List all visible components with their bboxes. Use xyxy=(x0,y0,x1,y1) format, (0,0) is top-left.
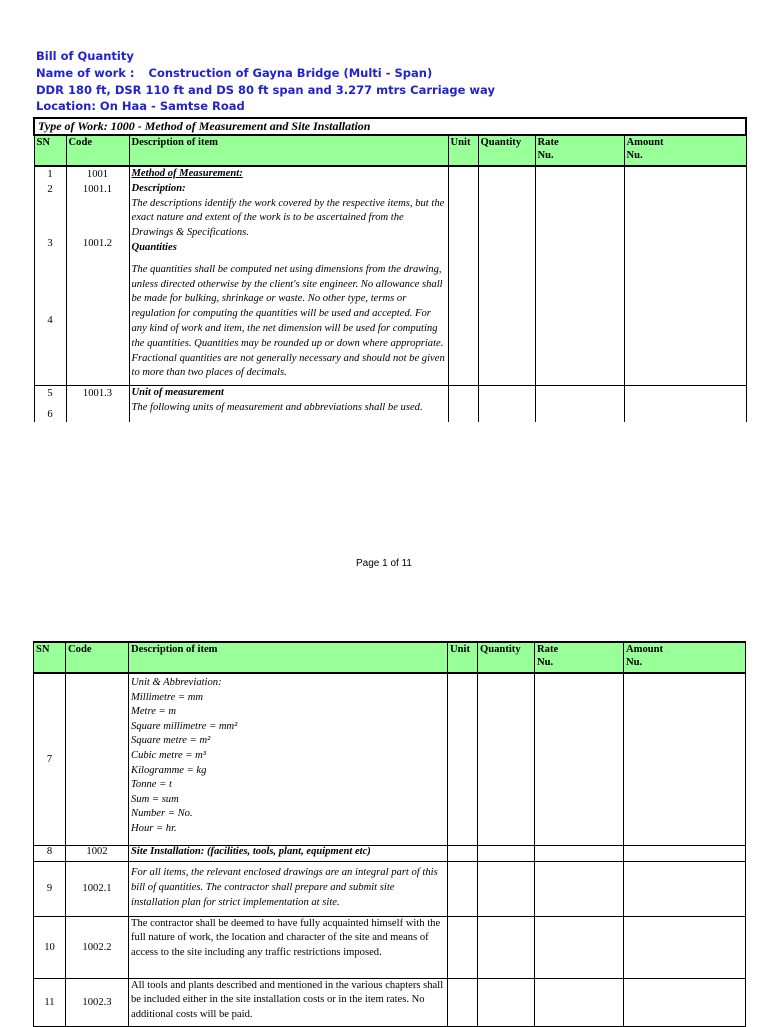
sn-5: 5 xyxy=(47,388,53,400)
amount-cell xyxy=(624,386,746,423)
code-1001-2: 1001.2 xyxy=(82,238,113,249)
desc-unit-of-measurement: Unit of measurement xyxy=(131,387,224,399)
code-1001-3: 1001.3 xyxy=(82,388,113,400)
col-unit: Unit xyxy=(448,642,478,673)
column-header-row xyxy=(34,135,746,166)
type-of-work: Type of Work: 1000 - Method of Measurement and Site Installation xyxy=(34,118,746,135)
amount-cell xyxy=(624,166,746,386)
col-amount-line1: Amount xyxy=(626,644,664,655)
table-row xyxy=(34,861,746,916)
name-of-work xyxy=(36,65,495,82)
description-cell: The contractor shall be deemed to have fully acquainted himself with the full nature of work, the location and character of the site and means of access to the site including any traffic restrictions imposed. xyxy=(129,916,448,978)
quantity-cell xyxy=(478,916,535,978)
sn-cell xyxy=(34,166,66,386)
sn-4: 4 xyxy=(47,315,53,326)
unit-list-item: Square millimetre = mm² xyxy=(131,720,238,732)
col-rate xyxy=(535,135,624,166)
amount-cell xyxy=(624,845,746,861)
boq-table-page-1 xyxy=(33,117,747,422)
boq-table-page-2 xyxy=(33,641,746,1027)
desc-description-body: The descriptions identify the work covered by the respective items, but the exact nature and extent of the work is to be ascertained from the Drawings & Specifications. xyxy=(131,197,445,239)
code-1001-1: 1001.1 xyxy=(82,184,113,195)
amount-cell xyxy=(624,978,746,1026)
col-amount xyxy=(624,642,746,673)
col-quantity: Quantity xyxy=(478,642,535,673)
col-amount-line2: Nu. xyxy=(626,150,643,161)
unit-cell xyxy=(448,673,478,845)
amount-cell xyxy=(624,673,746,845)
desc-units-intro: The following units of measurement and abbreviations shall be used. xyxy=(131,401,423,413)
code-cell: 1002.1 xyxy=(66,861,129,916)
name-of-work-label: Name of work : xyxy=(36,65,135,80)
sn-cell xyxy=(34,673,66,845)
code-cell xyxy=(66,166,129,386)
sn-6: 6 xyxy=(47,409,53,421)
col-rate xyxy=(535,642,624,673)
col-rate-line1: Rate xyxy=(537,644,559,655)
unit-list-item: Square metre = m² xyxy=(131,735,211,747)
sn-2: 2 xyxy=(47,184,53,195)
sn-1: 1 xyxy=(47,169,53,180)
description-cell: For all items, the relevant enclosed drawings are an integral part of this bill of quantities. The contractor shall prepare and submit site installation plan for strict implementation at site. xyxy=(129,861,448,916)
table-row xyxy=(34,386,746,423)
rate-cell xyxy=(535,916,624,978)
col-rate-line2: Nu. xyxy=(537,657,554,668)
col-quantity: Quantity xyxy=(478,135,535,166)
col-amount xyxy=(624,135,746,166)
quantity-cell xyxy=(478,673,535,845)
table-row xyxy=(34,916,746,978)
quantity-cell xyxy=(478,861,535,916)
sn-cell xyxy=(34,386,66,423)
rate-cell xyxy=(535,978,624,1026)
quantity-cell xyxy=(478,845,535,861)
amount-cell xyxy=(624,916,746,978)
description-cell: All tools and plants described and mentioned in the various chapters shall be included either in the site installation costs or in the item rates. No additional costs will be paid. xyxy=(129,978,448,1026)
sn-3: 3 xyxy=(47,238,53,249)
code-cell: 1002.3 xyxy=(66,978,129,1026)
code-cell: 1002 xyxy=(66,845,129,861)
code-cell: 1002.2 xyxy=(66,916,129,978)
amount-cell xyxy=(624,861,746,916)
unit-list-item: Tonne = t xyxy=(131,779,172,791)
rate-cell xyxy=(535,166,624,386)
doc-title: Bill of Quantity xyxy=(36,49,134,63)
unit-list-item: Kilogramme = kg xyxy=(131,764,207,776)
sn-7: 7 xyxy=(46,753,53,765)
sn-cell: 9 xyxy=(34,861,66,916)
sn-cell: 10 xyxy=(34,916,66,978)
unit-list-item: Sum = sum xyxy=(131,793,179,805)
description-cell xyxy=(129,166,448,386)
unit-list-item: Millimetre = mm xyxy=(131,691,204,703)
unit-list-item: Cubic metre = m³ xyxy=(131,749,206,761)
description-cell xyxy=(129,386,448,423)
unit-cell xyxy=(448,845,478,861)
desc-quantities-heading: Quantities xyxy=(131,241,177,253)
description-cell xyxy=(129,673,448,845)
col-unit: Unit xyxy=(448,135,478,166)
span-details: DDR 180 ft, DSR 110 ft and DS 80 ft span and 3.277 mtrs Carriage way xyxy=(36,82,495,97)
desc-method-of-measurement: Method of Measurement: xyxy=(131,168,243,179)
col-sn: SN xyxy=(34,135,66,166)
unit-cell xyxy=(448,861,478,916)
type-of-work-row xyxy=(34,118,746,135)
quantity-cell xyxy=(478,166,535,386)
quantity-cell xyxy=(478,386,535,423)
col-rate-line1: Rate xyxy=(537,137,559,148)
col-description: Description of item xyxy=(129,135,448,166)
col-amount-line1: Amount xyxy=(626,137,664,148)
sn-cell: 8 xyxy=(34,845,66,861)
unit-list-item: Metre = m xyxy=(131,706,176,718)
rate-cell xyxy=(535,386,624,423)
table-row xyxy=(34,978,746,1026)
desc-quantities-body: The quantities shall be computed net using dimensions from the drawing, unless directed otherwise by the client's site engineer. No allowance shall be made for bulking, shrinkage or waste. No other type, terms or regulation for computing the quantities will be used and accepted. For any kind of work and item, the net dimension will be used for computing the quantities. Quantities may be rounded up or down where appropriate. Fractional quantities are not generally necessary and should not be given to more than two places of decimals. xyxy=(131,263,445,379)
sn-cell: 11 xyxy=(34,978,66,1026)
col-code: Code xyxy=(66,642,129,673)
document-header xyxy=(36,48,495,115)
description-cell: Site Installation: (facilities, tools, plant, equipment etc) xyxy=(129,845,448,861)
quantity-cell xyxy=(478,978,535,1026)
rate-cell xyxy=(535,673,624,845)
name-of-work-value: Construction of Gayna Bridge (Multi - Span) xyxy=(148,65,433,80)
desc-description-heading: Description: xyxy=(131,182,186,194)
table-row xyxy=(34,673,746,845)
col-code: Code xyxy=(66,135,129,166)
unit-list-heading: Unit & Abbreviation: xyxy=(131,677,222,688)
unit-cell xyxy=(448,916,478,978)
code-cell xyxy=(66,386,129,423)
column-header-row xyxy=(34,642,746,673)
rate-cell xyxy=(535,861,624,916)
rate-cell xyxy=(535,845,624,861)
page-number: Page 1 of 11 xyxy=(356,558,412,569)
table-row xyxy=(34,845,746,861)
col-rate-line2: Nu. xyxy=(537,150,554,161)
code-cell xyxy=(66,673,129,845)
unit-list-item: Number = No. xyxy=(131,808,193,820)
table-row xyxy=(34,166,746,386)
unit-cell xyxy=(448,166,478,386)
unit-list-item: Hour = hr. xyxy=(131,822,177,834)
col-amount-line2: Nu. xyxy=(626,657,643,668)
unit-cell xyxy=(448,386,478,423)
col-sn: SN xyxy=(34,642,66,673)
unit-cell xyxy=(448,978,478,1026)
code-1001: 1001 xyxy=(86,169,109,180)
location: Location: On Haa - Samtse Road xyxy=(36,99,245,114)
col-description: Description of item xyxy=(129,642,448,673)
